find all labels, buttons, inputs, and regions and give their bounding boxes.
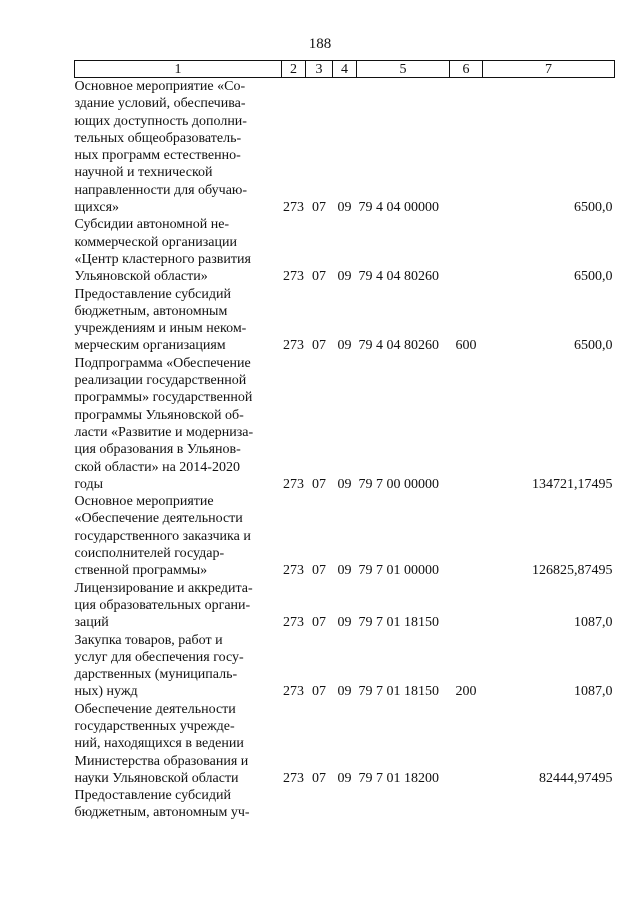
row-name-line: государственных учрежде-	[74, 718, 235, 734]
row-name-line: Субсидии автономной не-	[74, 217, 230, 233]
row-target-article: 79 7 01 00000	[358, 563, 439, 579]
row-name-line: ласти «Развитие и модерниза-	[74, 424, 254, 440]
row-section-code: 07	[312, 684, 326, 700]
row-subsection-code: 09	[337, 684, 352, 700]
table-row	[75, 701, 615, 787]
row-name-line: ственной программы»	[74, 563, 208, 579]
row-target-article: 79 7 00 00000	[358, 476, 439, 492]
row-name-line: щихся»	[74, 200, 120, 216]
row-name	[75, 355, 282, 493]
row-expense-type	[450, 355, 483, 493]
table-row	[75, 493, 615, 579]
row-expense-type	[450, 216, 483, 285]
row-target-article: 79 7 01 18150	[358, 684, 439, 700]
row-subsection-code: 09	[337, 615, 352, 631]
row-name-line: соисполнителей государ-	[74, 546, 225, 562]
column-header-subsection: 4	[333, 61, 357, 78]
row-section-code: 07	[312, 615, 326, 631]
row-name	[75, 632, 282, 701]
column-header-section: 3	[306, 61, 333, 78]
row-expense-type	[450, 78, 483, 217]
row-name-line: программы» государственной	[74, 390, 253, 406]
row-subsection-code: 09	[337, 476, 352, 492]
row-name-line: Закупка товаров, работ и	[74, 632, 223, 648]
row-name-line: Основное мероприятие «Со-	[74, 79, 246, 94]
row-name-line: научной и технической	[74, 165, 213, 181]
row-ministry-code	[282, 787, 306, 822]
row-name-line: Обеспечение деятельности	[74, 701, 236, 717]
row-amount: 82444,97495	[539, 770, 613, 786]
row-target-article	[357, 787, 450, 822]
row-name-line: ных программ естественно-	[74, 148, 241, 164]
row-name-line: реализации государственной	[74, 373, 247, 389]
row-name	[75, 78, 282, 217]
row-name-line: заций	[74, 615, 109, 631]
row-section-code: 07	[312, 269, 326, 285]
table-row	[75, 286, 615, 355]
row-name-line: ция образовательных органи-	[74, 597, 251, 613]
table-row	[75, 632, 615, 701]
column-header-amount: 7	[483, 61, 615, 78]
row-ministry-code: 273	[283, 269, 304, 285]
row-ministry-code: 273	[283, 200, 304, 216]
row-subsection-code: 09	[337, 269, 352, 285]
row-name-line: бюджетным, автономным	[74, 303, 228, 319]
row-name	[75, 787, 282, 822]
row-subsection-code: 09	[337, 200, 352, 216]
table-row	[75, 787, 615, 822]
row-name-line: «Центр кластерного развития	[74, 251, 251, 267]
row-name-line: коммерческой организации	[74, 234, 237, 250]
row-section-code: 07	[312, 476, 326, 492]
row-name-line: годы	[74, 476, 104, 492]
table-row	[75, 355, 615, 493]
row-name-line: бюджетным, автономным уч-	[74, 805, 250, 821]
table-row	[75, 580, 615, 632]
row-ministry-code: 273	[283, 338, 304, 354]
row-section-code	[306, 787, 333, 822]
row-name-line: учреждениям и иным неком-	[74, 321, 247, 337]
row-amount: 1087,0	[574, 615, 613, 631]
row-name-line: Лицензирование и аккредита-	[74, 580, 253, 596]
row-expense-type: 200	[455, 684, 477, 700]
row-expense-type: 600	[455, 338, 477, 354]
row-expense-type	[450, 701, 483, 787]
column-header-expense-type: 6	[450, 61, 483, 78]
row-amount: 1087,0	[574, 684, 613, 700]
row-ministry-code: 273	[283, 476, 304, 492]
row-amount: 6500,0	[574, 269, 613, 285]
row-name-line: программы Ульяновской об-	[74, 407, 244, 423]
row-target-article: 79 4 04 80260	[358, 269, 439, 285]
row-name-line: Ульяновской области»	[74, 269, 208, 285]
budget-table	[74, 60, 615, 822]
row-name-line: Министерства образования и	[74, 753, 249, 769]
row-ministry-code: 273	[283, 563, 304, 579]
row-section-code: 07	[312, 338, 326, 354]
row-target-article: 79 4 04 80260	[358, 338, 439, 354]
row-name	[75, 493, 282, 579]
row-name-line: Предоставление субсидий	[74, 788, 231, 804]
row-ministry-code: 273	[283, 684, 304, 700]
row-name-line: «Обеспечение деятельности	[74, 511, 243, 527]
row-name-line: ний, находящихся в ведении	[74, 736, 244, 752]
row-expense-type	[450, 787, 483, 822]
row-name-line: Основное мероприятие	[74, 494, 214, 510]
row-amount: 6500,0	[574, 338, 613, 354]
row-target-article: 79 7 01 18150	[358, 615, 439, 631]
row-amount: 134721,17495	[532, 476, 613, 492]
row-ministry-code: 273	[283, 770, 304, 786]
row-amount: 6500,0	[574, 200, 613, 216]
row-name-line: ных) нужд	[74, 684, 138, 700]
row-name-line: Предоставление субсидий	[74, 286, 231, 302]
row-name-line: ющих доступность дополни-	[74, 113, 247, 129]
row-name-line: государственного заказчика и	[74, 528, 251, 544]
row-amount: 126825,87495	[532, 563, 613, 579]
row-amount	[483, 787, 615, 822]
row-name-line: тельных общеобразователь-	[74, 130, 242, 146]
column-header-target-article: 5	[357, 61, 450, 78]
row-target-article: 79 7 01 18200	[358, 770, 439, 786]
row-subsection-code: 09	[337, 563, 352, 579]
row-name-line: направленности для обучаю-	[74, 182, 248, 198]
row-subsection-code: 09	[337, 770, 352, 786]
row-ministry-code: 273	[283, 615, 304, 631]
row-expense-type	[450, 493, 483, 579]
row-subsection-code: 09	[337, 338, 352, 354]
table-row	[75, 78, 615, 217]
row-name-line: дарственных (муниципаль-	[74, 667, 238, 683]
row-name-line: науки Ульяновской области	[74, 770, 239, 786]
row-expense-type	[450, 580, 483, 632]
row-name-line: услуг для обеспечения госу-	[74, 649, 244, 665]
row-section-code: 07	[312, 563, 326, 579]
column-header-ministry: 2	[282, 61, 306, 78]
row-name	[75, 701, 282, 787]
table-row	[75, 216, 615, 285]
row-name	[75, 286, 282, 355]
column-header-name: 1	[75, 61, 282, 78]
row-name	[75, 216, 282, 285]
row-subsection-code	[333, 787, 357, 822]
row-name-line: Подпрограмма «Обеспечение	[74, 355, 251, 371]
row-target-article: 79 4 04 00000	[358, 200, 439, 216]
table-header-row	[75, 61, 615, 78]
row-name-line: ской области» на 2014-2020	[74, 459, 240, 475]
row-section-code: 07	[312, 200, 326, 216]
row-name	[75, 580, 282, 632]
row-name-line: здание условий, обеспечива-	[74, 96, 246, 112]
row-name-line: мерческим организациям	[74, 338, 226, 354]
row-section-code: 07	[312, 770, 326, 786]
page-number: 188	[308, 36, 332, 52]
row-name-line: ция образования в Ульянов-	[74, 442, 241, 458]
